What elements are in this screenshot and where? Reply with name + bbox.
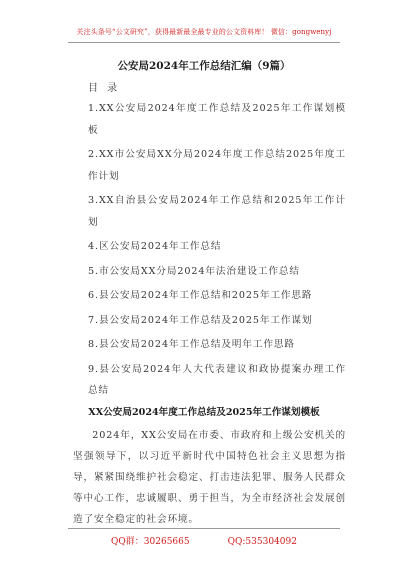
section-title: XX公安局2024年度工作总结及2025年工作谋划模板	[88, 407, 320, 418]
toc-item: 1.XX公安局2024年度工作总结及2025年工作谋划模板	[88, 103, 346, 136]
qq-group-number: QQ群：30265665	[111, 537, 190, 547]
toc-item: 4.区公安局2024年工作总结	[88, 241, 222, 252]
header-divider	[68, 42, 340, 43]
toc-heading: 目 录	[88, 83, 121, 94]
toc-item: 3.XX自治县公安局2024年工作总结和2025年工作计划	[88, 195, 346, 228]
toc-item: 6.县公安局2024年工作总结和2025年工作思路	[88, 290, 313, 301]
toc-item: 5.市公安局XX分局2024年法治建设工作总结	[88, 265, 300, 277]
qq-number: QQ:535304092	[227, 537, 297, 547]
footer-contact	[0, 534, 408, 547]
header-banner: 关注头条号“公文研究”，获得最新最全最专业的公文资料库！ 微信：gongwenyj	[76, 28, 332, 36]
toc-item: 9.县公安局2024年人大代表建议和政协提案办理工作总结	[88, 363, 346, 396]
table-of-contents	[88, 98, 346, 405]
toc-item: 2.XX市公安局XX分局2024年度工作总结2025年度工作计划	[88, 149, 346, 182]
toc-item: 7.县公安局2024年工作总结及2025年工作谋划	[88, 314, 313, 326]
body-paragraph: 2024年，XX公安局在市委、市政府和上级公安机关的坚强领导下，以习近平新时代中国特色社会主义思想为指导，紧紧围绕维护社会稳定、打击违法犯罪、服务人民群众等中心工作，忠诚履职、勇于担当，为全市经济社会发展创造了安全稳定的社会环境。	[73, 430, 346, 525]
document-title: 公安局2024年工作总结汇编（9篇）	[117, 60, 291, 72]
footer-divider	[68, 528, 340, 529]
toc-item: 8.县公安局2024年工作总结及明年工作思路	[88, 339, 295, 350]
